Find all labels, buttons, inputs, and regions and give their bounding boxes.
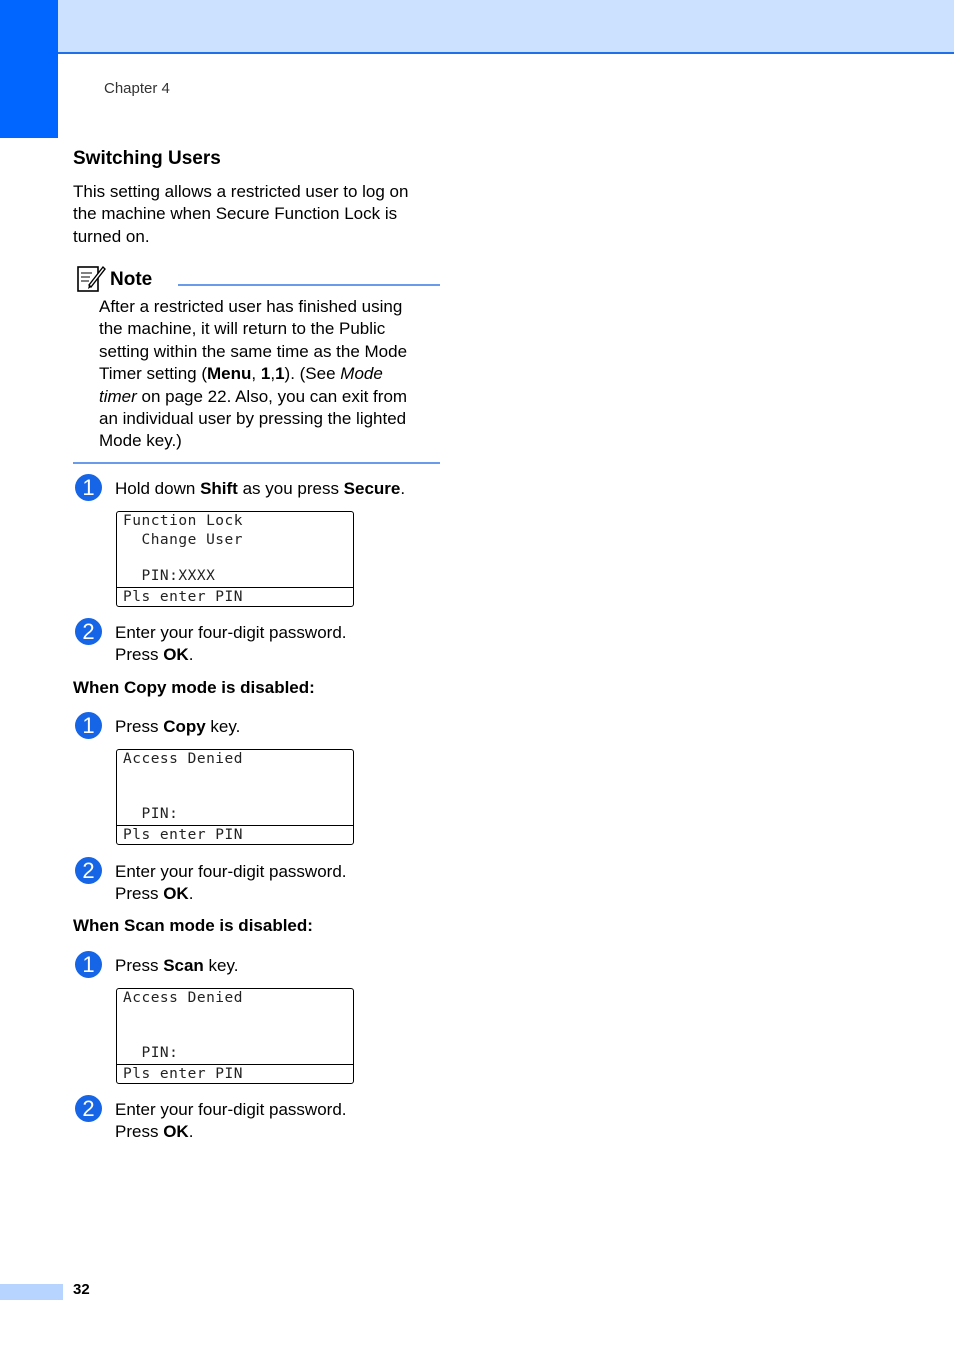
step-badge: 2: [75, 1095, 102, 1122]
copy-heading: When Copy mode is disabled:: [73, 678, 315, 697]
lcd-line: Change User: [123, 532, 243, 548]
step-text: Press Copy key.: [115, 717, 241, 736]
note-rule-bottom: [73, 462, 440, 464]
lcd-line: Access Denied: [123, 751, 243, 767]
lcd-divider: [117, 825, 353, 826]
chapter-tab: [0, 0, 58, 138]
step-text: Enter your four-digit password. Press OK.: [115, 623, 347, 665]
scan-heading: When Scan mode is disabled:: [73, 916, 313, 935]
step-text: Enter your four-digit password. Press OK.: [115, 862, 347, 904]
lcd-status: Pls enter PIN: [123, 827, 243, 843]
lcd-line: Access Denied: [123, 990, 243, 1006]
page-number: 32: [73, 1281, 90, 1298]
lcd-line: Function Lock: [123, 513, 243, 529]
step-text: Enter your four-digit password. Press OK.: [115, 1100, 347, 1142]
section-title: Switching Users: [73, 148, 221, 169]
lcd-divider: [117, 587, 353, 588]
step-text: Hold down Shift as you press Secure.: [115, 479, 406, 498]
lcd-line: PIN:XXXX: [123, 568, 216, 584]
note-body: After a restricted user has finished using the machine, it will return to the Public setting within the same time as the Mode Timer setting (Menu, 1,1). (See Mode timer on page 22. Also, you can exit from an individual user by pressing the lighted Mode key.): [99, 297, 408, 451]
step-text: Press Scan key.: [115, 956, 239, 975]
footer-bar: [0, 1284, 63, 1300]
note-pencil-icon: [76, 263, 106, 293]
step-badge: 2: [75, 857, 102, 884]
chapter-label: Chapter 4: [104, 80, 170, 97]
note-title: Note: [110, 269, 153, 290]
lcd-status: Pls enter PIN: [123, 1066, 243, 1082]
lcd-display: [116, 511, 354, 607]
lcd-display: [116, 988, 354, 1084]
section-intro: This setting allows a restricted user to log on the machine when Secure Function Lock is turned on.: [73, 182, 409, 246]
lcd-status: Pls enter PIN: [123, 589, 243, 605]
step-badge: 1: [75, 712, 102, 739]
note-rule-top: [178, 284, 440, 286]
header-band: [0, 0, 954, 54]
step-badge: 1: [75, 951, 102, 978]
lcd-divider: [117, 1064, 353, 1065]
lcd-line: PIN:: [123, 1045, 179, 1061]
step-badge: 1: [75, 474, 102, 501]
lcd-line: PIN:: [123, 806, 179, 822]
step-badge: 2: [75, 618, 102, 645]
lcd-display: [116, 749, 354, 845]
